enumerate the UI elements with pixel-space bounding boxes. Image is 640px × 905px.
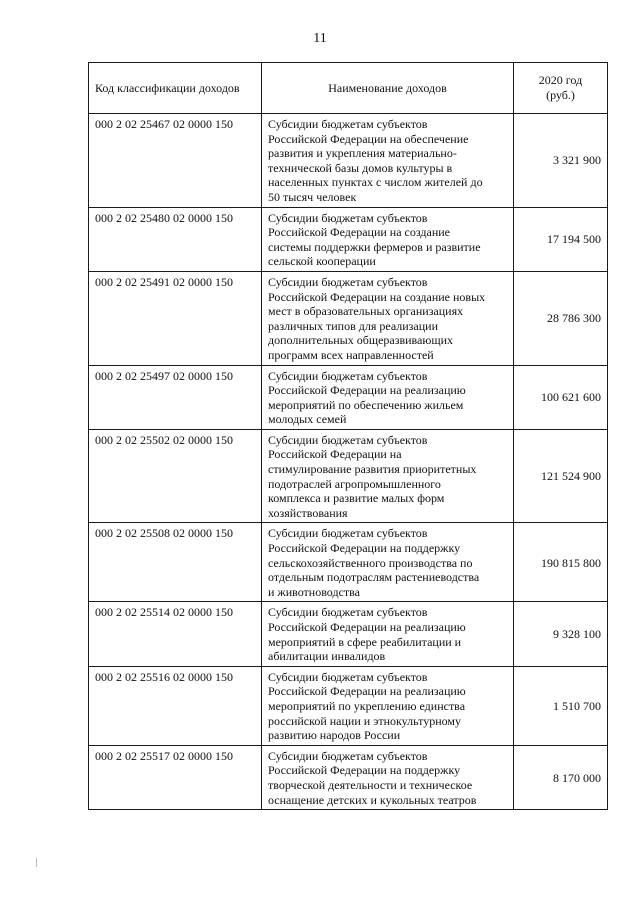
- revenue-name-line: молодых семей: [268, 412, 347, 427]
- revenue-name: [262, 523, 514, 602]
- revenue-name: [262, 271, 514, 365]
- revenue-name-line: сельской кооперации: [268, 254, 376, 269]
- revenue-name-line: отдельным подотраслям растениеводства: [268, 570, 480, 585]
- table-row: [89, 602, 608, 666]
- revenue-amount: 8 170 000: [514, 745, 608, 809]
- revenue-code: 000 2 02 25480 02 0000 150: [89, 207, 262, 271]
- revenue-amount: 17 194 500: [514, 207, 608, 271]
- revenue-code: 000 2 02 25516 02 0000 150: [89, 666, 262, 745]
- header-amount-unit: (руб.): [546, 88, 575, 102]
- revenue-name-line: сельскохозяйственного производства по: [268, 555, 473, 570]
- header-row: [89, 63, 608, 114]
- revenue-name-line: Российской Федерации на реализацию: [268, 684, 466, 699]
- revenue-name: [262, 602, 514, 666]
- revenue-name-line: Субсидии бюджетам субъектов: [268, 526, 428, 541]
- revenue-amount: 9 328 100: [514, 602, 608, 666]
- revenue-name-line: системы поддержки фермеров и развитие: [268, 239, 481, 254]
- table-row: [89, 429, 608, 523]
- table-row: [89, 666, 608, 745]
- revenue-name-line: Субсидии бюджетам субъектов: [268, 748, 428, 763]
- revenue-name: [262, 666, 514, 745]
- revenue-name-line: Субсидии бюджетам субъектов: [268, 669, 428, 684]
- revenue-amount: 190 815 800: [514, 523, 608, 602]
- revenue-name-line: Российской Федерации на обеспечение: [268, 131, 469, 146]
- header-code: Код классификации доходов: [89, 63, 262, 114]
- revenue-code: 000 2 02 25467 02 0000 150: [89, 114, 262, 208]
- revenue-code: 000 2 02 25514 02 0000 150: [89, 602, 262, 666]
- revenue-code: 000 2 02 25497 02 0000 150: [89, 365, 262, 429]
- revenue-name-line: стимулирование развития приоритетных: [268, 462, 477, 477]
- header-amount-year: 2020 год: [538, 73, 583, 88]
- revenue-code: 000 2 02 25502 02 0000 150: [89, 429, 262, 523]
- revenue-amount: 100 621 600: [514, 365, 608, 429]
- revenue-name-line: мест в образовательных организациях: [268, 304, 464, 319]
- table-row: [89, 745, 608, 809]
- revenue-name-line: оснащение детских и кукольных театров: [268, 792, 477, 807]
- revenue-name-line: развития и укрепления материально-: [268, 146, 457, 161]
- revenue-name-line: комплекса и развитие малых форм: [268, 491, 445, 506]
- revenue-name-line: творческой деятельности и техническое: [268, 777, 473, 792]
- revenue-name: [262, 365, 514, 429]
- revenue-name-line: населенных пунктах с числом жителей до: [268, 175, 483, 190]
- revenue-name-line: Субсидии бюджетам субъектов: [268, 432, 428, 447]
- revenue-name-line: Российской Федерации на поддержку: [268, 763, 461, 778]
- table-row: [89, 365, 608, 429]
- revenue-code: 000 2 02 25508 02 0000 150: [89, 523, 262, 602]
- table-row: [89, 271, 608, 365]
- revenue-name-line: технической базы домов культуры в: [268, 160, 453, 175]
- revenue-name-line: Субсидии бюджетам субъектов: [268, 210, 428, 225]
- revenue-name-line: программ всех направленностей: [268, 347, 434, 362]
- table-row: [89, 114, 608, 208]
- table-row: [89, 523, 608, 602]
- revenue-name-line: Субсидии бюджетам субъектов: [268, 117, 428, 131]
- revenue-name-line: различных типов для реализации: [268, 318, 439, 333]
- revenue-name-line: развитию народов России: [268, 728, 401, 743]
- revenue-amount: 121 524 900: [514, 429, 608, 523]
- scan-edge-mark: [36, 858, 37, 867]
- header-name: Наименование доходов: [262, 63, 514, 114]
- revenue-name-line: Субсидии бюджетам субъектов: [268, 605, 428, 620]
- revenue-name: [262, 114, 514, 208]
- revenue-code: 000 2 02 25491 02 0000 150: [89, 271, 262, 365]
- revenue-name-line: мероприятий по укреплению единства: [268, 698, 466, 713]
- revenue-name-line: Субсидии бюджетам субъектов: [268, 274, 428, 289]
- page-number: 11: [313, 31, 327, 46]
- revenue-name-line: подотраслей агропромышленного: [268, 476, 441, 491]
- revenue-table: [88, 62, 608, 810]
- table-header: [89, 63, 608, 114]
- revenue-name-line: российской нации и этнокультурному: [268, 713, 462, 728]
- revenue-name: [262, 429, 514, 523]
- revenue-name-line: Российской Федерации на реализацию: [268, 383, 466, 398]
- revenue-amount: 1 510 700: [514, 666, 608, 745]
- revenue-name-line: Российской Федерации на реализацию: [268, 620, 466, 634]
- revenue-code: 000 2 02 25517 02 0000 150: [89, 745, 262, 809]
- revenue-name-line: мероприятий в сфере реабилитации и: [268, 634, 462, 649]
- revenue-name-line: Российской Федерации на создание: [268, 225, 451, 240]
- revenue-amount: 3 321 900: [514, 114, 608, 208]
- revenue-name: [262, 207, 514, 271]
- revenue-name-line: абилитации инвалидов: [268, 649, 386, 664]
- revenue-name-line: и животноводства: [268, 584, 360, 599]
- revenue-name-line: Российской Федерации на: [268, 447, 402, 462]
- revenue-name-line: дополнительных общеразвивающих: [268, 333, 454, 348]
- revenue-name-line: Российской Федерации на поддержку: [268, 541, 461, 556]
- table-row: [89, 207, 608, 271]
- table-body: [89, 114, 608, 810]
- revenue-name-line: Российской Федерации на создание новых: [268, 289, 486, 304]
- revenue-name-line: хозяйствования: [268, 505, 348, 520]
- revenue-name-line: мероприятий по обеспечению жильем: [268, 397, 464, 412]
- revenue-name-line: 50 тысяч человек: [268, 189, 357, 204]
- revenue-amount: 28 786 300: [514, 271, 608, 365]
- revenue-name: [262, 745, 514, 809]
- header-amount: [514, 63, 608, 114]
- revenue-name-line: Субсидии бюджетам субъектов: [268, 368, 428, 383]
